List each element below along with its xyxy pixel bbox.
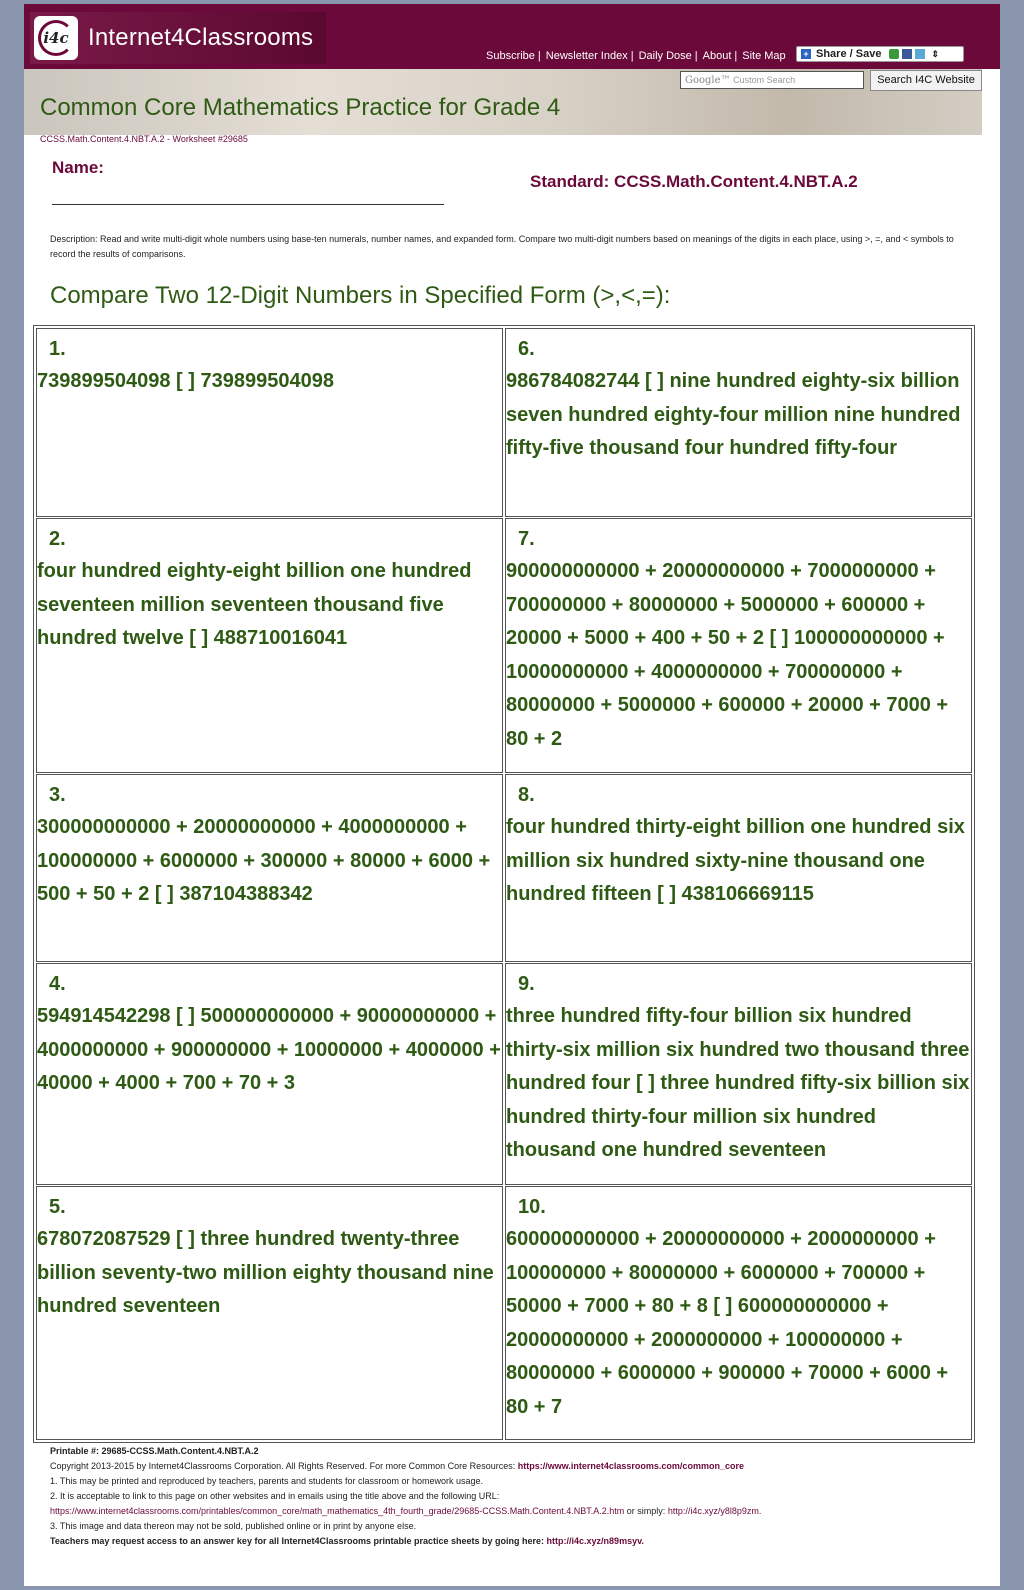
standard-label: Standard: CCSS.Math.Content.4.NBT.A.2 [530, 172, 858, 191]
copyright-text: Copyright 2013-2015 by Internet4Classrooms Corporation. All Rights Reserved. For more Common Core Resources: [50, 1461, 516, 1471]
usage-note-1: 1. This may be printed and reproduced by teachers, parents and students for classroom or homework usage. [50, 1476, 484, 1486]
usage-urls [50, 1504, 980, 1519]
question-number: 8. [518, 784, 535, 806]
question-text: 900000000000 + 20000000000 + 7000000000 + 700000000 + 80000000 + 5000000 + 600000 + 20000 + 5000 + 400 + 50 + 2 [ ] 100000000000 + 10000000000 + 4000000000 + 700000000 + 80000000 + 5000000 + 600000 + 20000 + 7000 + 80 + 2 [506, 560, 949, 750]
name-label: Name: [52, 158, 104, 177]
question-number: 9. [518, 973, 535, 995]
nav-daily-dose[interactable]: Daily Dose [638, 50, 692, 62]
question-text: three hundred fifty-four billion six hundred thirty-six million six hundred two thousand three hundred four [ ] three hundred fifty-six billion six hundred thirty-four million six hundred thousand one hundred seventeen [506, 1005, 970, 1161]
question-cell [36, 328, 503, 517]
copyright [50, 1459, 980, 1474]
description: Description: Read and write multi-digit whole numbers using base-ten numerals, number names, and expanded form. Compare two multi-digit numbers based on meanings of the digits in each place, using >, =, and < symbols to record the results of comparisons. [50, 234, 954, 259]
question-text: 600000000000 + 20000000000 + 2000000000 + 100000000 + 80000000 + 6000000 + 700000 + 50000 + 7000 + 80 + 8 [ ] 600000000000 + 20000000000 + 2000000000 + 100000000 + 80000000 + 6000000 + 900000 + 70000 + 6000 + 80 + 7 [506, 1228, 949, 1418]
share-dropdown-icon: ⇕ [931, 48, 939, 59]
nav-newsletter-index[interactable]: Newsletter Index [545, 50, 628, 62]
questions-grid [33, 325, 975, 1443]
question-text: 594914542298 [ ] 500000000000 + 90000000000 + 4000000000 + 900000000 + 10000000 + 4000000 + 40000 + 4000 + 700 + 70 + 3 [37, 1005, 501, 1094]
search-button[interactable]: Search I4C Website [870, 70, 982, 91]
usage-note-2: 2. It is acceptable to link to this page on other websites and in emails using the title above and the following URL: [50, 1491, 500, 1501]
section-heading: Compare Two 12-Digit Numbers in Specified Form (>,<,=): [50, 282, 671, 309]
question-number: 3. [49, 784, 66, 806]
question-number: 5. [49, 1196, 66, 1218]
question-number: 4. [49, 973, 66, 995]
long-url-link[interactable]: https://www.internet4classrooms.com/printables/common_core/math_mathematics_4th_fourth_grade/29685-CCSS.Math.Content.4.NBT.A.2.htm [50, 1506, 625, 1516]
or-simply-text: or simply: [626, 1506, 666, 1516]
short-url-link[interactable]: http://i4c.xyz/y8l8p9zm. [667, 1506, 762, 1516]
nav-subscribe[interactable]: Subscribe [486, 50, 535, 62]
question-number: 6. [518, 338, 535, 360]
nav-site-map[interactable]: Site Map [742, 50, 786, 62]
search-input[interactable] [680, 71, 864, 89]
worksheet-code: CCSS.Math.Content.4.NBT.A.2 - Worksheet #29685 [40, 134, 248, 144]
site-logo[interactable] [30, 12, 326, 64]
question-cell [36, 518, 503, 773]
question-text: 739899504098 [ ] 739899504098 [37, 370, 334, 392]
top-nav: Subscribe | Newsletter Index | Daily Dose | About | Site Map [486, 50, 786, 62]
question-cell [505, 963, 972, 1185]
worksheet-page [24, 4, 1000, 1586]
question-cell [505, 328, 972, 517]
common-core-link[interactable]: https://www.internet4classrooms.com/common_core [517, 1461, 744, 1471]
answer-key-note [50, 1534, 980, 1549]
question-cell [36, 774, 503, 962]
share-refresh-icon [889, 49, 899, 59]
printable-number: Printable #: 29685-CCSS.Math.Content.4.NBT.A.2 [50, 1446, 259, 1456]
question-cell [505, 774, 972, 962]
question-number: 7. [518, 528, 535, 550]
question-number: 2. [49, 528, 66, 550]
usage-note-3: 3. This image and data thereon may not be sold, published online or in print by anyone else. [50, 1521, 417, 1531]
name-blank-line [52, 204, 444, 205]
site-header [24, 4, 1000, 69]
question-cell [36, 963, 503, 1185]
nav-about[interactable]: About [702, 50, 732, 62]
question-text: 678072087529 [ ] three hundred twenty-three billion seventy-two million eighty thousand nine hundred seventeen [37, 1228, 494, 1317]
question-number: 10. [518, 1196, 546, 1218]
answer-key-link[interactable]: http://i4c.xyz/n89msyv. [546, 1536, 644, 1546]
share-plus-icon: + [801, 49, 811, 59]
answer-key-text: Teachers may request access to an answer key for all Internet4Classrooms printable practice sheets by going here: [50, 1536, 545, 1546]
share-label: Share / Save [816, 48, 882, 60]
site-name: Internet4Classrooms [88, 24, 314, 51]
question-text: four hundred thirty-eight billion one hundred six million six hundred sixty-nine thousand one hundred fifteen [ ] 438106669115 [506, 816, 965, 905]
page-title: Common Core Mathematics Practice for Grade 4 [40, 94, 561, 121]
question-text: 300000000000 + 20000000000 + 4000000000 + 100000000 + 6000000 + 300000 + 80000 + 6000 + 500 + 50 + 2 [ ] 387104388342 [37, 816, 491, 905]
twitter-icon [915, 49, 925, 59]
question-cell [505, 1186, 972, 1440]
logo-badge-icon [34, 16, 78, 60]
question-cell [505, 518, 972, 773]
question-text: four hundred eighty-eight billion one hundred seventeen million seventeen thousand five hundred twelve [ ] 488710016041 [37, 560, 472, 649]
question-cell [36, 1186, 503, 1440]
facebook-icon [902, 49, 912, 59]
google-logo: Google™ [685, 75, 731, 86]
share-save-button[interactable] [796, 46, 964, 62]
question-text: 986784082744 [ ] nine hundred eighty-six billion seven hundred eighty-four million nine hundred fifty-five thousand four hundred fifty-four [506, 370, 961, 459]
search-placeholder: Custom Search [733, 75, 796, 85]
footer [50, 1444, 980, 1549]
logo-badge-text: i4c [43, 29, 69, 47]
question-number: 1. [49, 338, 66, 360]
